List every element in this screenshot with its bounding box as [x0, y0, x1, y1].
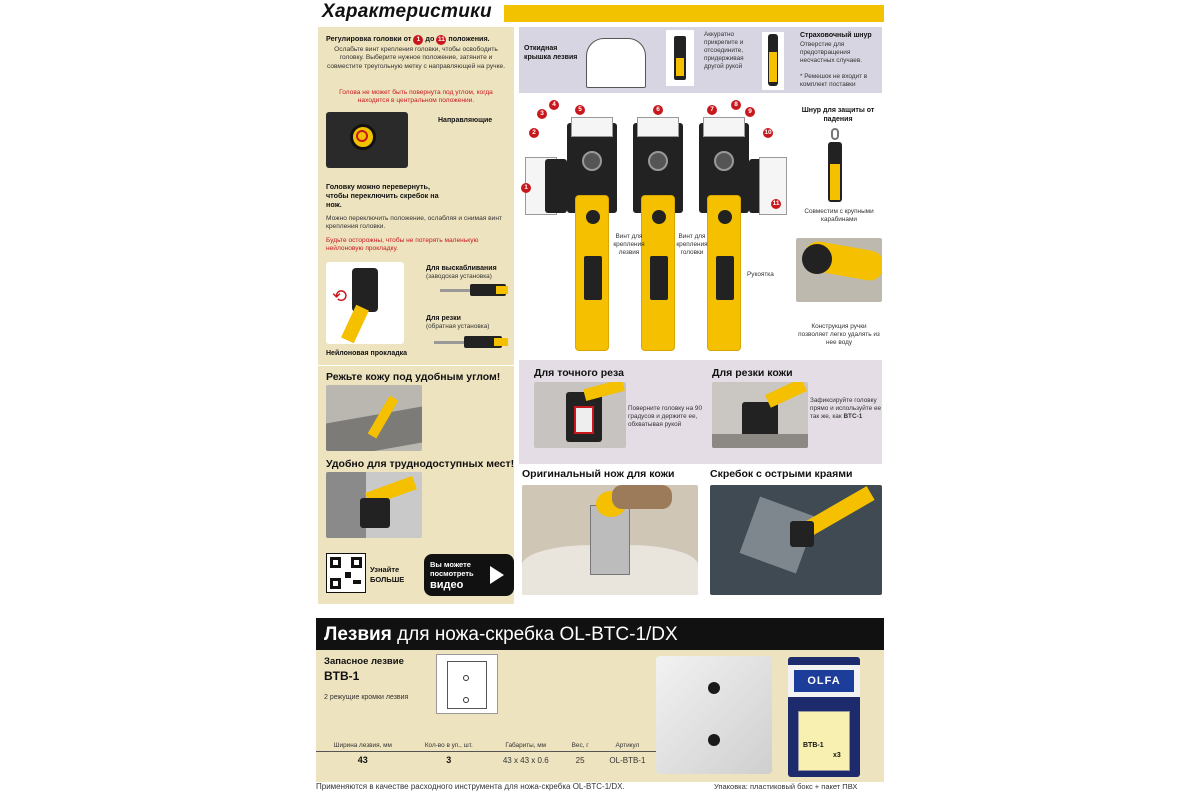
- leathercut-title: Для резки кожи: [712, 367, 793, 379]
- rotate-icon: ⟲: [332, 286, 348, 306]
- careful-text: Аккуратно прикрепите и отсоедините, придерживая другой рукой: [704, 31, 744, 70]
- package-photo: [788, 657, 860, 777]
- scraper-photo: [710, 485, 882, 595]
- leather-title: Режьте кожу под удобным углом!: [326, 371, 501, 383]
- video-line-2: посмотреть: [430, 569, 474, 578]
- adjust-warning: Голова не может быть повернута под углом, когда находится в центральном положении.: [339, 89, 493, 105]
- spec-table: [316, 740, 658, 768]
- fall-lanyard-illustration: [822, 128, 848, 204]
- screw-blade-label: Винт для крепления лезвия: [613, 233, 645, 256]
- leathercut-text-pre: Зафиксируйте головку прямо и используйте ее так же, как: [810, 397, 882, 420]
- diagram-area: [519, 95, 789, 357]
- spec-cell: 43: [357, 755, 368, 765]
- pos-badge-7: 7: [707, 105, 717, 115]
- cut-title: Для резки: [426, 315, 461, 322]
- pos-badge-8: 8: [731, 100, 741, 110]
- spec-cell: 43 x 43 x 0.6: [502, 755, 549, 765]
- blade-edges: 2 режущие кромки лезвия: [324, 694, 409, 701]
- spec-cell: 25: [575, 755, 585, 765]
- handle-left: [575, 195, 609, 351]
- spacer-label: Нейлоновая прокладка: [326, 350, 408, 357]
- spec-cell: 3: [446, 755, 452, 765]
- fall-title: Шнур для защиты от падения: [801, 107, 875, 123]
- blade-left: [571, 117, 613, 137]
- play-icon: [490, 566, 504, 584]
- reach-title: Удобно для труднодоступных мест!: [326, 458, 515, 470]
- spec-header: Вес, г: [563, 740, 596, 752]
- blade-cover-illustration: [586, 38, 646, 88]
- leathercut-text: [810, 397, 882, 421]
- qr-code[interactable]: [326, 553, 366, 593]
- leathercut-text-bold: BTC-1: [843, 413, 863, 420]
- adjust-text: Ослабьте винт крепления головки, чтобы освободить головку. Выберите нужное положение, затяните и совместите треугольную метку с направляющей на ручке.: [326, 46, 506, 70]
- pack-model: BTB-1: [803, 742, 824, 749]
- pos-badge-10: 10: [764, 129, 772, 136]
- original-knife-photo: [522, 485, 698, 595]
- spec-header: Ширина лезвия, мм: [316, 740, 410, 752]
- qr-text-1: Узнайте: [370, 565, 400, 574]
- tool-handle: [341, 305, 369, 344]
- cut-sub: (обратная установка): [426, 323, 490, 330]
- packaging-text: Упаковка: пластиковый бокс + пакет ПВХ: [714, 782, 858, 791]
- cover-label: Откидная крышка лезвия: [524, 45, 578, 61]
- blade-model: BTB-1: [324, 669, 360, 683]
- video-button[interactable]: [424, 554, 514, 596]
- scrape-title: Для выскабливания: [426, 265, 497, 272]
- qr-text-2: БОЛЬШЕ: [370, 575, 405, 584]
- spare-label: Запасное лезвие: [324, 656, 404, 667]
- spec-header: Артикул: [597, 740, 658, 752]
- lanyard-text: Отверстие для предотвращения несчастных случаев.: [800, 41, 863, 64]
- leather-cut-photo: [326, 385, 422, 451]
- product-page: [316, 0, 884, 800]
- guide-marker-icon: [356, 130, 368, 142]
- spec-row: [316, 752, 658, 769]
- pos-badge-6: 6: [653, 105, 663, 115]
- handle-center: [641, 195, 675, 351]
- screw-head-label: Винт для крепления головки: [676, 233, 708, 256]
- position-badge-11: 11: [437, 36, 445, 43]
- spec-header-row: [316, 740, 658, 752]
- pos-badge-2: 2: [529, 128, 539, 138]
- blade-diagram: [436, 654, 498, 714]
- adjust-tail-text: положения.: [448, 34, 490, 43]
- guide-illustration: [326, 112, 408, 168]
- adjust-mid-text: до: [425, 34, 435, 43]
- spec-header: Кол-во в уп., шт.: [410, 740, 489, 752]
- guide-label: Направляющие: [438, 117, 493, 124]
- olfa-logo: OLFA: [794, 670, 854, 692]
- blades-title: [324, 624, 678, 646]
- handle-design-text: Конструкция ручки позволяет легко удалять из нее воду: [798, 323, 880, 346]
- flip-illustration: [326, 262, 404, 344]
- pack-count: x3: [833, 752, 841, 759]
- flip-text: Можно переключить положение, ослабляя и снимая винт крепления головки.: [326, 215, 503, 231]
- original-title: Оригинальный нож для кожи: [522, 468, 675, 480]
- adjust-title: [326, 34, 514, 45]
- blades-title-bold: Лезвия: [324, 624, 392, 645]
- handle-water-photo: [796, 238, 882, 302]
- spec-cell: OL-BTB-1: [609, 755, 646, 765]
- reach-photo: [326, 472, 422, 538]
- blade-usage: Применяются в качестве расходного инструмента для ножа-скребка OL-BTC-1/DX.: [316, 782, 625, 791]
- flip-warning: Будьте осторожны, чтобы не потерять маленькую нейлоновую прокладку.: [326, 237, 479, 253]
- carabiner-text: Совместим с крупными карабинами: [804, 208, 874, 223]
- video-line-1: Вы можете: [430, 560, 471, 569]
- handle-label: Рукоятка: [747, 271, 774, 278]
- position-badge-1: 1: [413, 35, 423, 45]
- careful-illustration: [666, 30, 694, 86]
- blade-photo: [656, 656, 772, 774]
- spec-header: Габариты, мм: [488, 740, 563, 752]
- pos-badge-9: 9: [745, 107, 755, 117]
- handle-right: [707, 195, 741, 351]
- blade-center: [637, 117, 679, 137]
- pos-badge-1: 1: [521, 183, 531, 193]
- page-title: Характеристики: [316, 0, 504, 26]
- lanyard-illustration: [762, 32, 784, 90]
- video-line-3: видео: [430, 579, 464, 591]
- lanyard-note: * Ремешок не входит в комплект поставки: [800, 73, 868, 88]
- pos-badge-4: 4: [549, 100, 559, 110]
- precise-title: Для точного реза: [534, 367, 624, 379]
- scrape-tool-illustration: [440, 284, 508, 298]
- cut-tool-illustration: [434, 336, 508, 350]
- adjust-title-text: Регулировка головки от: [326, 34, 412, 43]
- blade-right: [703, 117, 745, 137]
- head-left-side: [545, 159, 567, 213]
- lanyard-title: Страховочный шнур: [800, 32, 872, 39]
- scrape-sub: (заводская установка): [426, 273, 492, 280]
- pos-badge-3: 3: [537, 109, 547, 119]
- precise-text: Поверните головку на 90 градусов и держите ее, обхватывая рукой: [628, 405, 703, 428]
- precise-photo: [534, 382, 626, 448]
- pos-badge-5: 5: [575, 105, 585, 115]
- scraper-title: Скребок с острыми краями: [710, 468, 853, 480]
- flip-title: Головку можно перевернуть, чтобы переключить скребок на нож.: [326, 182, 439, 209]
- pos-badge-11: 11: [772, 200, 780, 207]
- leathercut-photo: [712, 382, 808, 448]
- blades-title-rest: для ножа-скребка OL-BTC-1/DX: [391, 624, 678, 645]
- pack-label: [798, 711, 850, 771]
